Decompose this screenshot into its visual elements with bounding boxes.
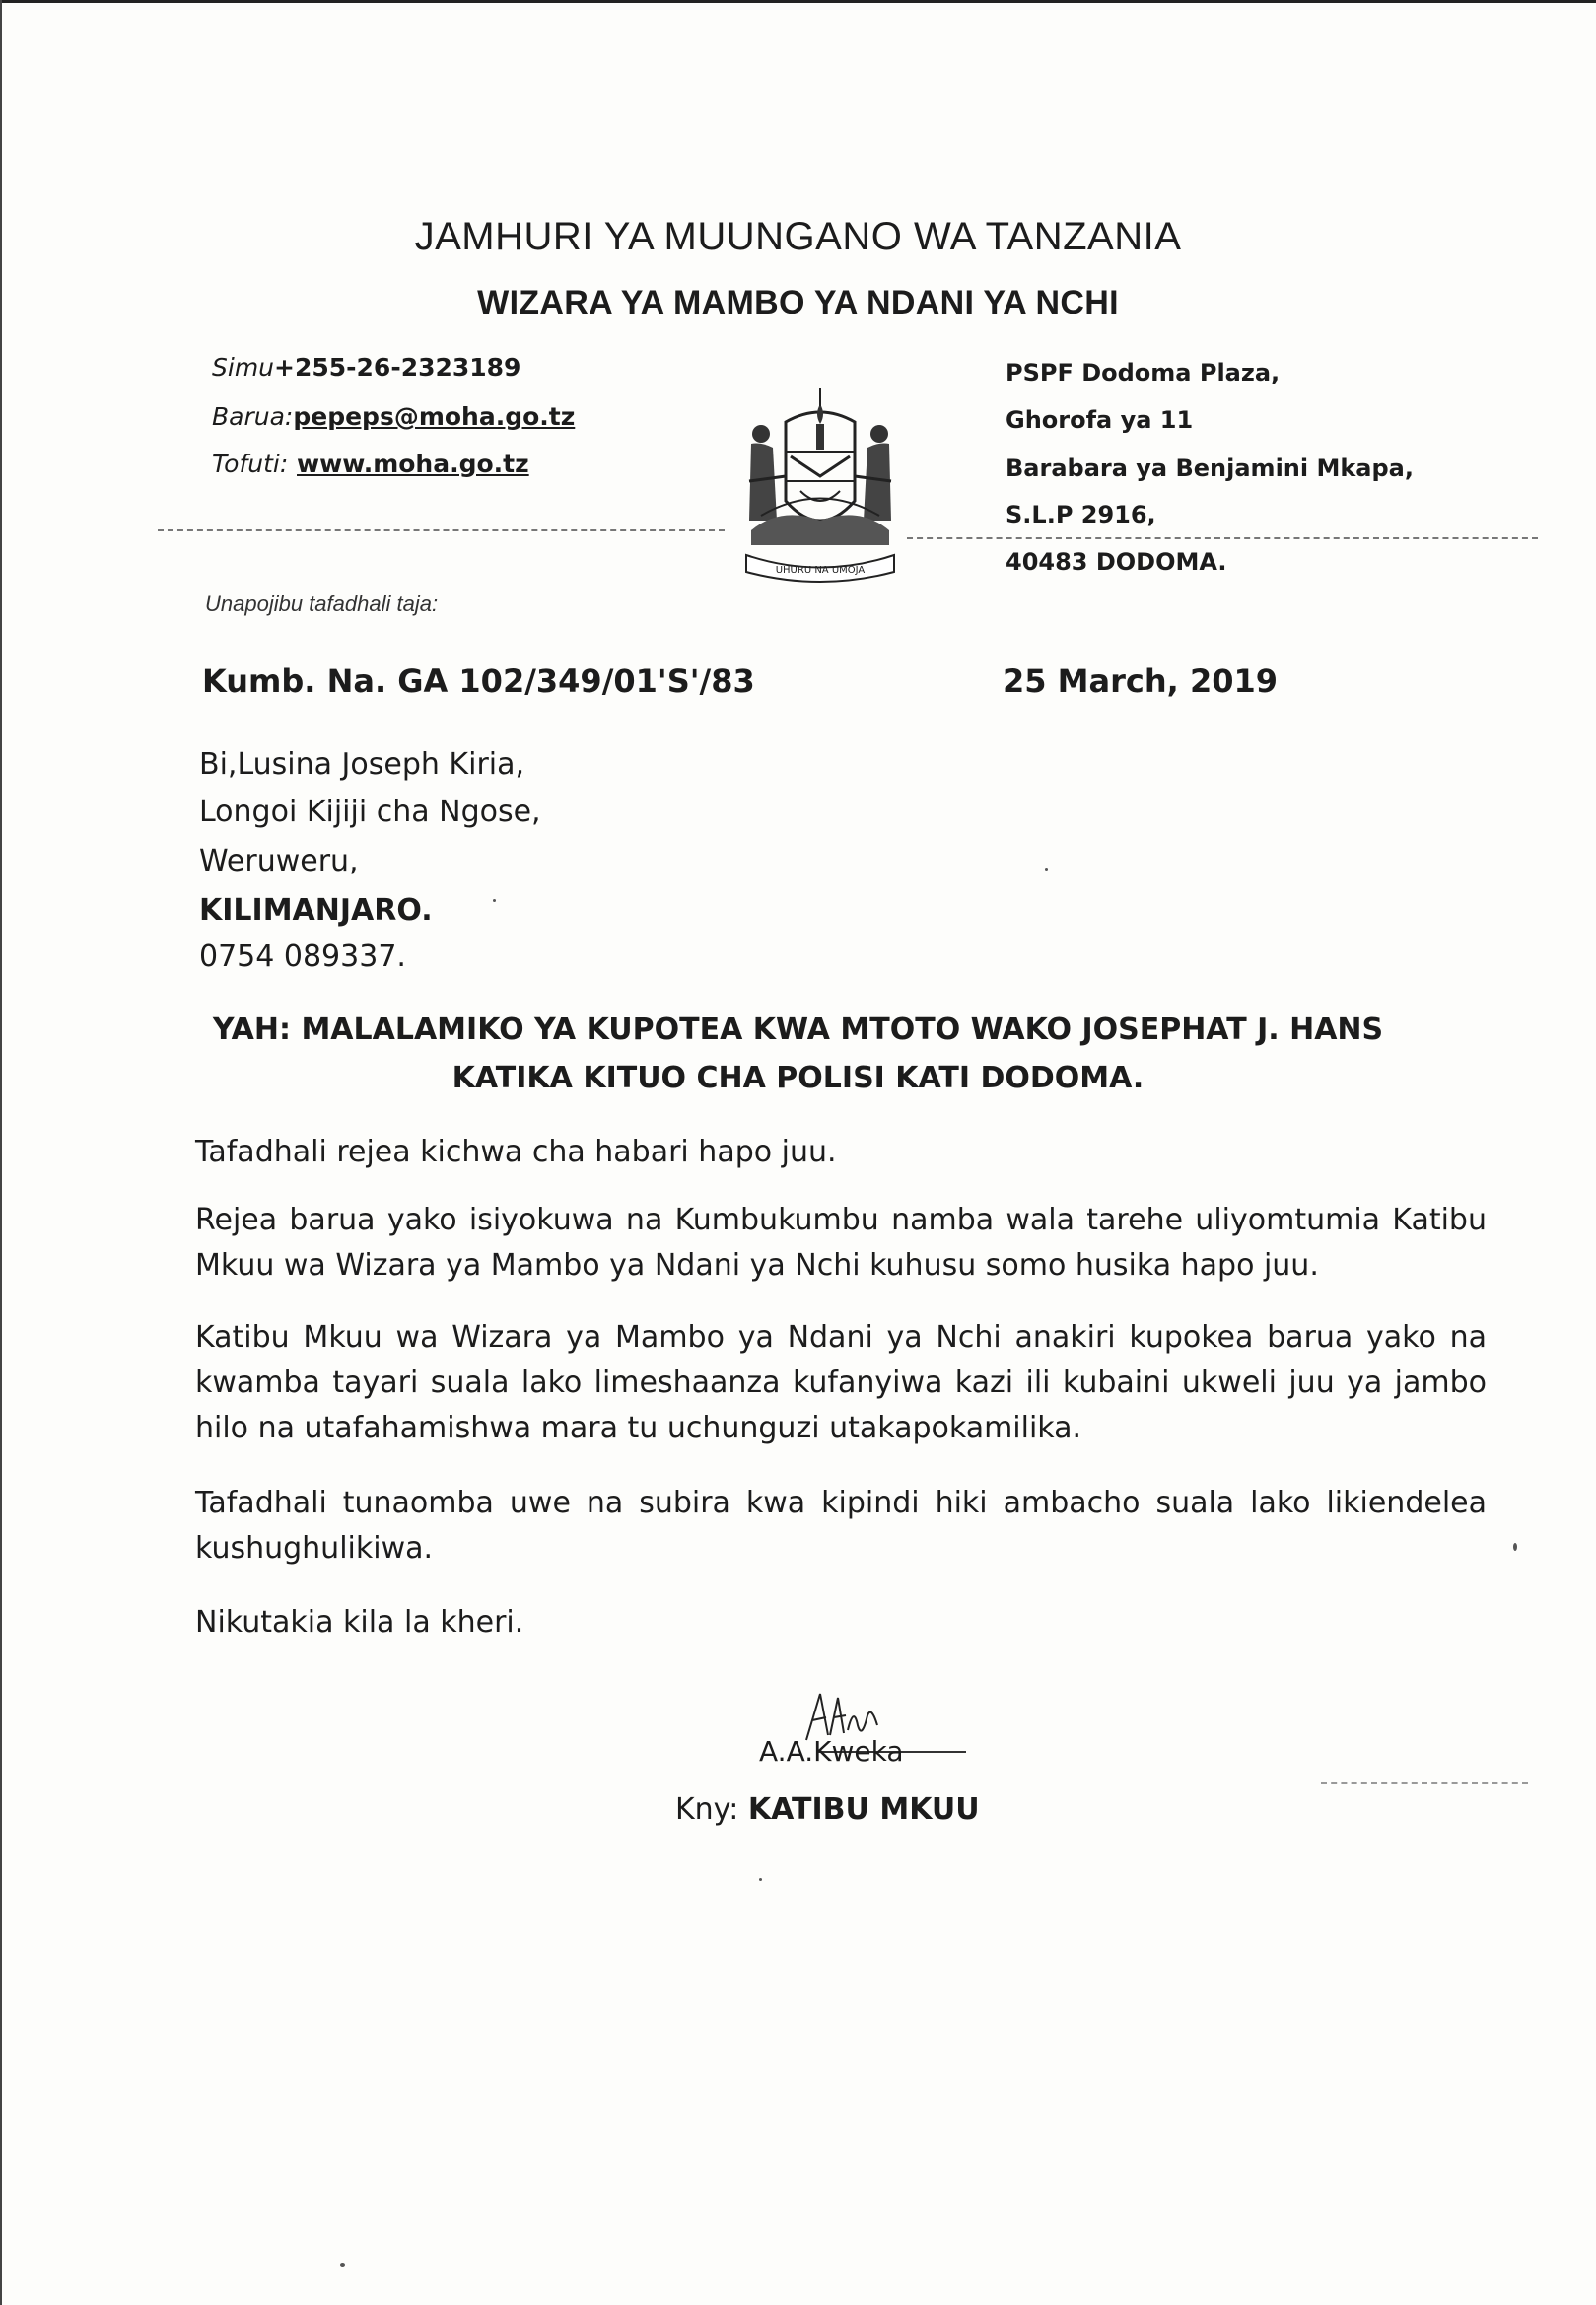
scan-edge-top	[0, 0, 1596, 3]
coat-of-arms-icon	[731, 383, 909, 588]
scan-speck	[1513, 1543, 1517, 1551]
recipient-line-2: Longoi Kijiji cha Ngose,	[199, 795, 541, 829]
address-line-3: Barabara ya Benjamini Mkapa,	[1006, 454, 1414, 482]
web-line	[212, 450, 529, 478]
web-label: Tofuti:	[212, 450, 289, 478]
phone-value: +255-26-2323189	[274, 353, 521, 382]
scan-speck	[340, 2263, 345, 2267]
address-line-2: Ghorofa ya 11	[1006, 406, 1194, 434]
web-value[interactable]: www.moha.go.tz	[297, 450, 529, 478]
scan-edge-left	[0, 0, 2, 2305]
email-line	[212, 402, 575, 431]
dashed-rule-right	[907, 537, 1538, 539]
motto-text: UHURU NA UMOJA	[775, 565, 866, 576]
reference-number: Kumb. Na. GA 102/349/01'S'/83	[202, 663, 755, 700]
recipient-phone: 0754 089337.	[199, 940, 406, 974]
subject-line-2: KATIKA KITUO CHA POLISI KATI DODOMA.	[451, 1061, 1145, 1095]
phone-label: Simu	[212, 353, 275, 382]
dashed-rule-left	[158, 529, 725, 531]
email-label: Barua:	[212, 402, 294, 431]
dashed-rule-footer	[1321, 1782, 1528, 1784]
signer-role-title: KATIBU MKUU	[747, 1792, 980, 1827]
recipient-line-1: Bi,Lusina Joseph Kiria,	[199, 747, 525, 782]
body-paragraph-2: Rejea barua yako isiyokuwa na Kumbukumbu namba wala tarehe uliyomtumia Katibu Mkuu wa Wizara ya Mambo ya Ndani ya Nchi kuhusu somo husika hapo juu.	[195, 1203, 1487, 1283]
address-line-4: S.L.P 2916,	[1006, 501, 1156, 528]
country-heading: JAMHURI YA MUUNGANO WA TANZANIA	[414, 215, 1182, 258]
body-paragraph-4: Tafadhali tunaomba uwe na subira kwa kipindi hiki ambacho suala lako likiendelea kushughulikiwa.	[195, 1486, 1487, 1566]
address-line-1: PSPF Dodoma Plaza,	[1006, 359, 1281, 386]
scan-speck	[759, 1878, 762, 1881]
phone-line	[212, 353, 520, 382]
scan-speck	[1045, 868, 1048, 871]
signer-role	[675, 1792, 980, 1827]
recipient-line-3: Weruweru,	[199, 844, 359, 878]
body-paragraph-5: Nikutakia kila la kheri.	[195, 1605, 524, 1640]
signer-name: A.A.Kweka	[759, 1735, 904, 1768]
reply-note: Unapojibu tafadhali taja:	[205, 592, 439, 616]
address-line-5: 40483 DODOMA.	[1006, 548, 1227, 576]
subject-line-1: YAH: MALALAMIKO YA KUPOTEA KWA MTOTO WAKO JOSEPHAT J. HANS	[212, 1013, 1384, 1047]
recipient-line-4: KILIMANJARO.	[199, 893, 433, 928]
ministry-heading: WIZARA YA MAMBO YA NDANI YA NCHI	[477, 284, 1119, 321]
letter-date: 25 March, 2019	[1003, 663, 1278, 700]
email-value[interactable]: pepeps@moha.go.tz	[293, 402, 576, 431]
scan-speck	[493, 899, 496, 902]
body-paragraph-1: Tafadhali rejea kichwa cha habari hapo juu.	[195, 1135, 837, 1169]
body-paragraph-3: Katibu Mkuu wa Wizara ya Mambo ya Ndani ya Nchi anakiri kupokea barua yako na kwamba tayari suala lako limeshaanza kufanyiwa kazi ili kubaini ukweli juu ya jambo hilo na utafahamishwa mara tu uchunguzi utakapokamilika.	[195, 1320, 1487, 1445]
signer-role-prefix: Kny:	[675, 1792, 739, 1827]
